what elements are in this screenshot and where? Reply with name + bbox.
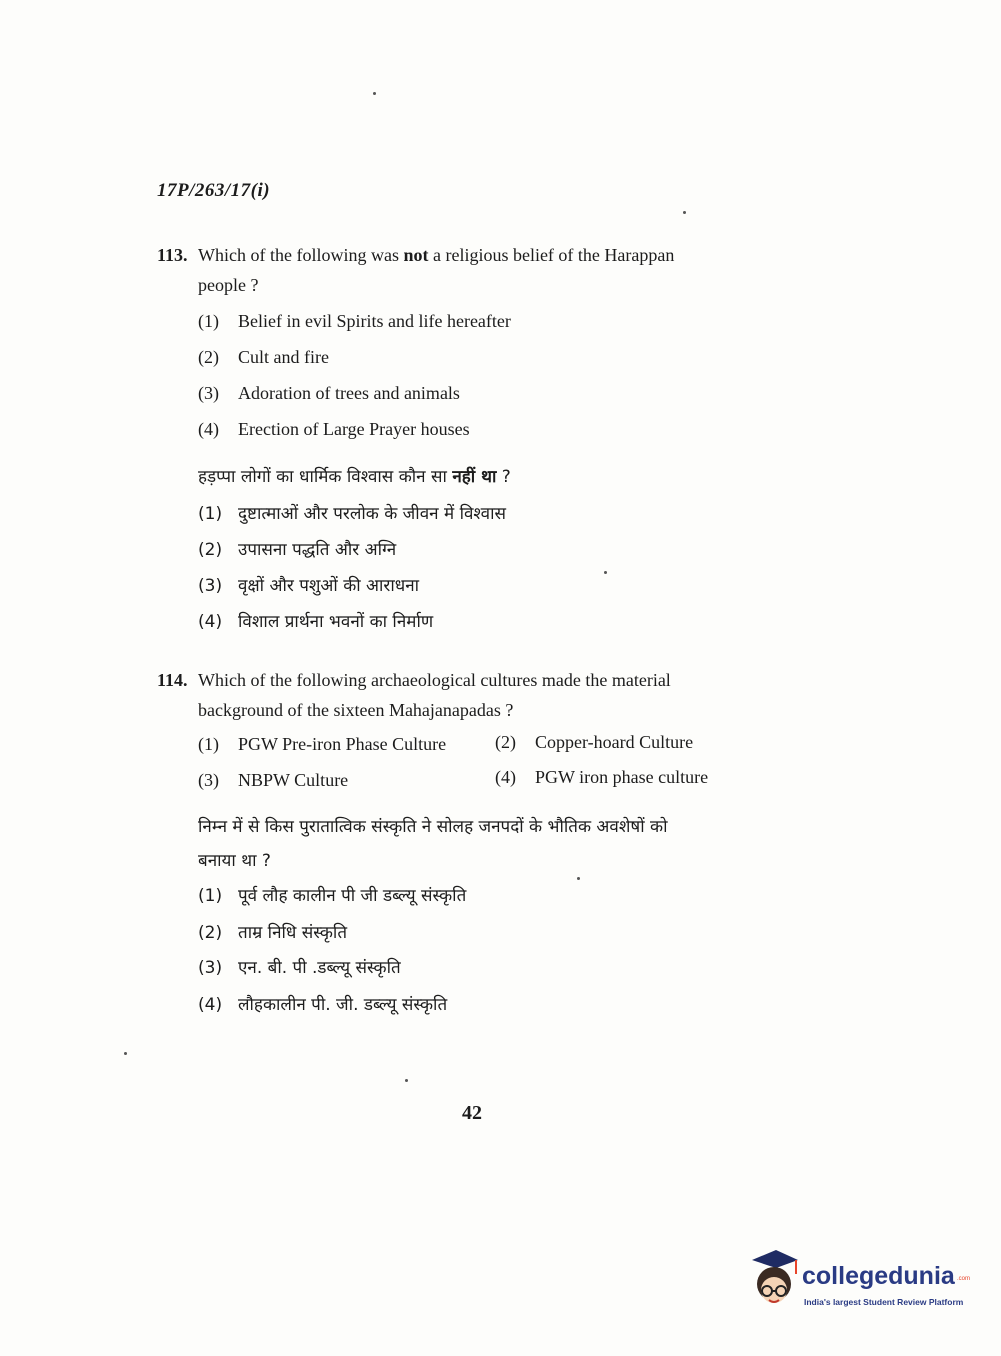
option-number: (4) [198,612,223,632]
option-number: (1) [198,504,223,524]
option-text: Copper-hoard Culture [535,732,694,752]
option-text: पूर्व लौह कालीन पी जी डब्ल्यू संस्कृति [238,886,467,906]
question-114-text [198,665,818,725]
option-number: (4) [198,419,219,439]
question-113-text-c: people ? [198,275,259,295]
q114-option-2[interactable] [495,732,693,753]
option-number: (2) [198,540,223,560]
question-114-text-b: background of the sixteen Mahajanapadas ? [198,700,514,720]
brand-name: collegedunia [802,1262,955,1290]
q113-option-1[interactable] [198,311,511,332]
option-text: Cult and fire [238,347,329,367]
option-number: (4) [495,767,516,787]
option-text: PGW iron phase culture [535,767,709,787]
question-113-number: 113. [157,245,188,265]
option-text: Erection of Large Prayer houses [238,419,470,439]
option-number: (1) [198,886,223,906]
option-text: PGW Pre-iron Phase Culture [238,734,447,754]
q114-option-4[interactable] [495,767,708,788]
option-text: दुष्टात्माओं और परलोक के जीवन में विश्वास [238,504,506,524]
q113-option-3[interactable] [198,383,460,404]
option-text: उपासना पद्धति और अग्नि [238,540,397,560]
q113-hindi-option-4[interactable] [198,609,433,632]
question-113-text [198,240,798,300]
scan-speck [683,211,686,214]
option-number: (3) [198,383,219,403]
option-number: (3) [198,770,219,790]
scan-speck [405,1079,408,1082]
scan-speck [604,571,607,574]
option-number: (2) [198,347,219,367]
question-113-hindi-emphasis: नहीं था [452,467,497,487]
q113-option-4[interactable] [198,419,470,440]
q113-hindi-option-2[interactable] [198,537,396,560]
q114-hindi-option-2[interactable] [198,920,347,943]
paper-code: 17P/263/17(i) [157,180,271,201]
question-114-number: 114. [157,670,188,690]
option-text: Adoration of trees and animals [238,383,460,403]
q114-hindi-option-4[interactable] [198,992,447,1015]
q114-hindi-option-1[interactable] [198,883,466,906]
option-number: (2) [198,923,223,943]
question-114-hindi-b: बनाया था ? [198,851,271,871]
option-number: (4) [198,995,223,1015]
question-113-hindi [198,464,511,487]
option-text: विशाल प्रार्थना भवनों का निर्माण [238,612,434,632]
question-113-hindi-b: ? [496,467,511,487]
option-number: (1) [198,311,219,331]
question-113-hindi-a: हड़प्पा लोगों का धार्मिक विश्वास कौन सा [198,467,453,487]
option-text: वृक्षों और पशुओं की आराधना [238,576,420,596]
option-number: (2) [495,732,516,752]
question-113-emphasis: not [403,245,429,265]
option-text: एन. बी. पी .डब्ल्यू संस्कृति [238,958,401,978]
q113-hindi-option-1[interactable] [198,501,506,524]
option-number: (1) [198,734,219,754]
q113-hindi-option-3[interactable] [198,573,419,596]
scan-speck [373,92,376,95]
question-113-text-a: Which of the following was [198,245,404,265]
q114-option-1[interactable] [198,734,446,755]
option-text: लौहकालीन पी. जी. डब्ल्यू संस्कृति [238,995,448,1015]
question-114-hindi [198,810,818,878]
question-114-text-a: Which of the following archaeological cultures made the material [198,670,671,690]
mascot-icon [742,1248,802,1318]
option-text: Belief in evil Spirits and life hereafter [238,311,511,331]
question-114-hindi-a: निम्न में से किस पुरातात्विक संस्कृति ने सोलह जनपदों के भौतिक अवशेषों को [198,817,668,837]
option-number: (3) [198,958,223,978]
q114-option-3[interactable] [198,770,348,791]
option-text: ताम्र निधि संस्कृति [238,923,348,943]
brand-tagline: India's largest Student Review Platform [804,1297,964,1307]
question-113-text-b: a religious belief of the Harappan [428,245,675,265]
option-number: (3) [198,576,223,596]
q114-hindi-option-3[interactable] [198,955,401,978]
brand-suffix: .com [957,1276,971,1282]
scan-speck [124,1052,127,1055]
q113-option-2[interactable] [198,347,329,368]
option-text: NBPW Culture [238,770,349,790]
page-number: 42 [462,1102,482,1124]
